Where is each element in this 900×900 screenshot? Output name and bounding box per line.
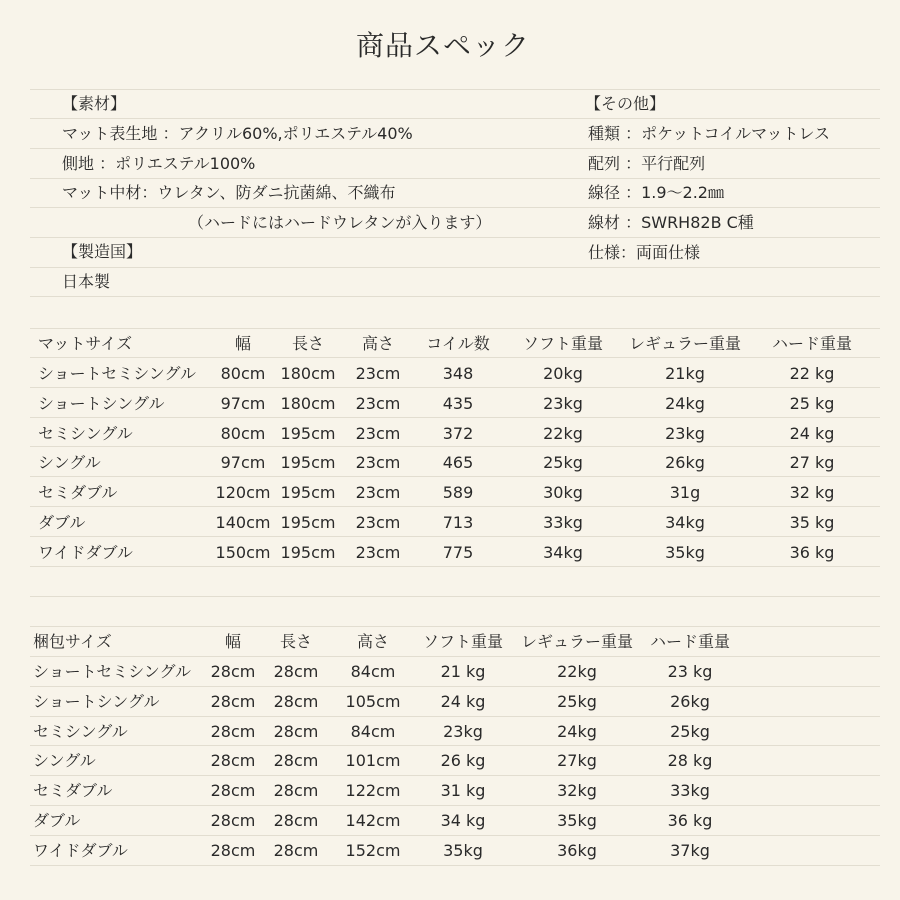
other-item: 線材 ：SWRH82B C種 — [588, 213, 754, 233]
table-cell: 23cm — [355, 423, 401, 443]
table-cell: 23cm — [355, 483, 401, 503]
table-cell: 23kg — [543, 393, 583, 413]
table-cell: 589 — [442, 483, 474, 503]
divider — [30, 207, 880, 208]
table-cell: 35 kg — [789, 513, 835, 532]
table-cell: 28cm — [210, 781, 256, 801]
table-cell: 84cm — [350, 662, 396, 681]
table-header: ソフト重量 — [422, 632, 504, 651]
table-cell: 25kg — [670, 721, 710, 741]
row-label: セミシングル — [33, 721, 128, 741]
table-cell: 195cm — [280, 542, 336, 562]
divider — [30, 596, 880, 597]
table-header: 高さ — [361, 334, 395, 353]
row-label: セミダブル — [38, 483, 118, 503]
table-cell: 195cm — [280, 513, 336, 532]
table-cell: 20kg — [543, 364, 583, 383]
material-item: 側地 ：ポリエステル100% — [62, 153, 256, 173]
divider — [30, 387, 880, 388]
table-cell: 35kg — [557, 811, 597, 830]
table-cell: 31 kg — [440, 781, 486, 801]
divider — [30, 626, 880, 627]
table-cell: 25kg — [543, 453, 583, 473]
table-cell: 122cm — [345, 781, 401, 801]
table-header: 長さ — [279, 632, 313, 651]
material-item: マット中材：ウレタン、防ダニ抗菌綿、不織布 — [62, 183, 396, 203]
other-item: 線径 ：1.9〜2.2㎜ — [588, 183, 724, 203]
table-cell: 101cm — [345, 751, 401, 771]
table-cell: 35kg — [443, 840, 483, 860]
table-cell: 26kg — [665, 453, 705, 473]
table-cell: 36 kg — [789, 542, 835, 562]
table-cell: 152cm — [345, 840, 401, 860]
other-item: 種類 ：ポケットコイルマットレス — [588, 124, 831, 143]
divider — [30, 506, 880, 507]
table-cell: 28cm — [210, 811, 256, 830]
table-cell: 180cm — [280, 393, 336, 413]
table-cell: 775 — [442, 542, 474, 562]
table-cell: 28cm — [210, 662, 256, 681]
table-cell: 23kg — [665, 423, 705, 443]
table-header: ハード重量 — [771, 334, 853, 353]
table-cell: 180cm — [280, 364, 336, 383]
row-label: ダブル — [38, 513, 86, 532]
table-cell: 23kg — [443, 721, 483, 741]
row-label: ダブル — [33, 811, 81, 830]
table-cell: 23 kg — [667, 662, 713, 681]
divider — [30, 237, 880, 238]
row-label: ワイドダブル — [38, 542, 133, 562]
table-cell: 348 — [442, 364, 474, 383]
table-cell: 24 kg — [440, 691, 486, 711]
table-cell: 27 kg — [789, 453, 835, 473]
other-item: 配列 ：平行配列 — [588, 153, 706, 173]
table-cell: 24 kg — [789, 423, 835, 443]
table-cell: 26kg — [670, 691, 710, 711]
table-header: 幅 — [224, 632, 242, 651]
table-cell: 34kg — [665, 513, 705, 532]
divider — [30, 417, 880, 418]
table-cell: 32kg — [557, 781, 597, 801]
table-cell: 84cm — [350, 721, 396, 741]
material-item: （ハードにはハードウレタンが入ります） — [188, 213, 492, 233]
row-label: シングル — [38, 453, 101, 473]
divider — [30, 536, 880, 537]
table-cell: 195cm — [280, 423, 336, 443]
table-cell: 150cm — [215, 542, 271, 562]
table-cell: 22kg — [557, 662, 597, 681]
divider — [30, 656, 880, 657]
table-header: ソフト重量 — [522, 334, 604, 353]
divider — [30, 89, 880, 90]
divider — [30, 148, 880, 149]
table-cell: 372 — [442, 423, 474, 443]
row-label: セミダブル — [33, 781, 113, 801]
table-cell: 105cm — [345, 691, 401, 711]
table-cell: 465 — [442, 453, 474, 473]
table-header: 幅 — [234, 334, 252, 353]
row-label: ショートシングル — [38, 393, 165, 413]
table-cell: 22kg — [543, 423, 583, 443]
table-cell: 142cm — [345, 811, 401, 830]
divider — [30, 118, 880, 119]
table-cell: 25 kg — [789, 393, 835, 413]
table-cell: 28cm — [273, 811, 319, 830]
table-cell: 27kg — [557, 751, 597, 771]
table-cell: 37kg — [670, 840, 710, 860]
table-cell: 28 kg — [667, 751, 713, 771]
divider — [30, 328, 880, 329]
table-cell: 21kg — [665, 364, 705, 383]
table-cell: 33kg — [543, 513, 583, 532]
table-cell: 120cm — [215, 483, 271, 503]
table-header: ハード重量 — [649, 632, 731, 651]
table-cell: 23cm — [355, 542, 401, 562]
divider — [30, 716, 880, 717]
table-header: レギュラー重量 — [520, 632, 634, 651]
table-cell: 21 kg — [440, 662, 486, 681]
table-cell: 195cm — [280, 483, 336, 503]
other-item: 仕様：両面仕様 — [588, 242, 701, 262]
divider — [30, 296, 880, 297]
divider — [30, 835, 880, 836]
table-cell: 25kg — [557, 691, 597, 711]
table-cell: 28cm — [210, 691, 256, 711]
table-cell: 34 kg — [440, 811, 486, 830]
table-cell: 31g — [669, 483, 701, 503]
other-heading: 【その他】 — [585, 94, 666, 113]
table-cell: 36 kg — [667, 811, 713, 830]
row-label: シングル — [33, 751, 96, 771]
table-cell: 28cm — [273, 662, 319, 681]
table-header: レギュラー重量 — [628, 334, 742, 353]
table-cell: 34kg — [543, 542, 583, 562]
row-label: セミシングル — [38, 423, 133, 443]
table-cell: 32 kg — [789, 483, 835, 503]
row-label: ワイドダブル — [33, 840, 128, 860]
table-cell: 28cm — [273, 721, 319, 741]
table-cell: 23cm — [355, 364, 401, 383]
table-cell: 23cm — [355, 513, 401, 532]
table-cell: 80cm — [220, 364, 266, 383]
table-cell: 24kg — [557, 721, 597, 741]
divider — [30, 446, 880, 447]
row-label: ショートセミシングル — [38, 364, 197, 383]
table-cell: 28cm — [273, 751, 319, 771]
table-cell: 28cm — [273, 840, 319, 860]
table-cell: 23cm — [355, 393, 401, 413]
table-cell: 435 — [442, 393, 474, 413]
page-title: 商品スペック — [355, 29, 530, 62]
divider — [30, 686, 880, 687]
table-cell: 28cm — [210, 751, 256, 771]
table-cell: 140cm — [215, 513, 271, 532]
divider — [30, 566, 880, 567]
table-cell: 97cm — [220, 453, 266, 473]
material-item: マット表生地 ：アクリル60%,ポリエステル40% — [62, 124, 413, 143]
table-cell: 28cm — [210, 840, 256, 860]
table-cell: 195cm — [280, 453, 336, 473]
divider — [30, 775, 880, 776]
divider — [30, 357, 880, 358]
table-cell: 30kg — [543, 483, 583, 503]
table-header: 梱包サイズ — [33, 632, 112, 651]
table-cell: 26 kg — [440, 751, 486, 771]
table-cell: 36kg — [557, 840, 597, 860]
origin-heading: 【製造国】 — [62, 242, 143, 261]
table-cell: 23cm — [355, 453, 401, 473]
table-cell: 97cm — [220, 393, 266, 413]
table-header: マットサイズ — [38, 334, 133, 353]
table-header: コイル数 — [426, 334, 490, 353]
divider — [30, 267, 880, 268]
table-cell: 35kg — [665, 542, 705, 562]
table-cell: 80cm — [220, 423, 266, 443]
table-cell: 713 — [442, 513, 474, 532]
row-label: ショートセミシングル — [33, 662, 192, 681]
table-cell: 28cm — [273, 781, 319, 801]
table-cell: 28cm — [273, 691, 319, 711]
table-cell: 33kg — [670, 781, 710, 801]
table-cell: 28cm — [210, 721, 256, 741]
table-header: 長さ — [291, 334, 325, 353]
divider — [30, 805, 880, 806]
table-cell: 24kg — [665, 393, 705, 413]
materials-heading: 【素材】 — [62, 94, 127, 113]
divider — [30, 745, 880, 746]
row-label: ショートシングル — [33, 691, 160, 711]
table-cell: 22 kg — [789, 364, 835, 383]
divider — [30, 178, 880, 179]
table-header: 高さ — [356, 632, 390, 651]
divider — [30, 476, 880, 477]
divider — [30, 865, 880, 866]
origin-value: 日本製 — [62, 272, 111, 291]
